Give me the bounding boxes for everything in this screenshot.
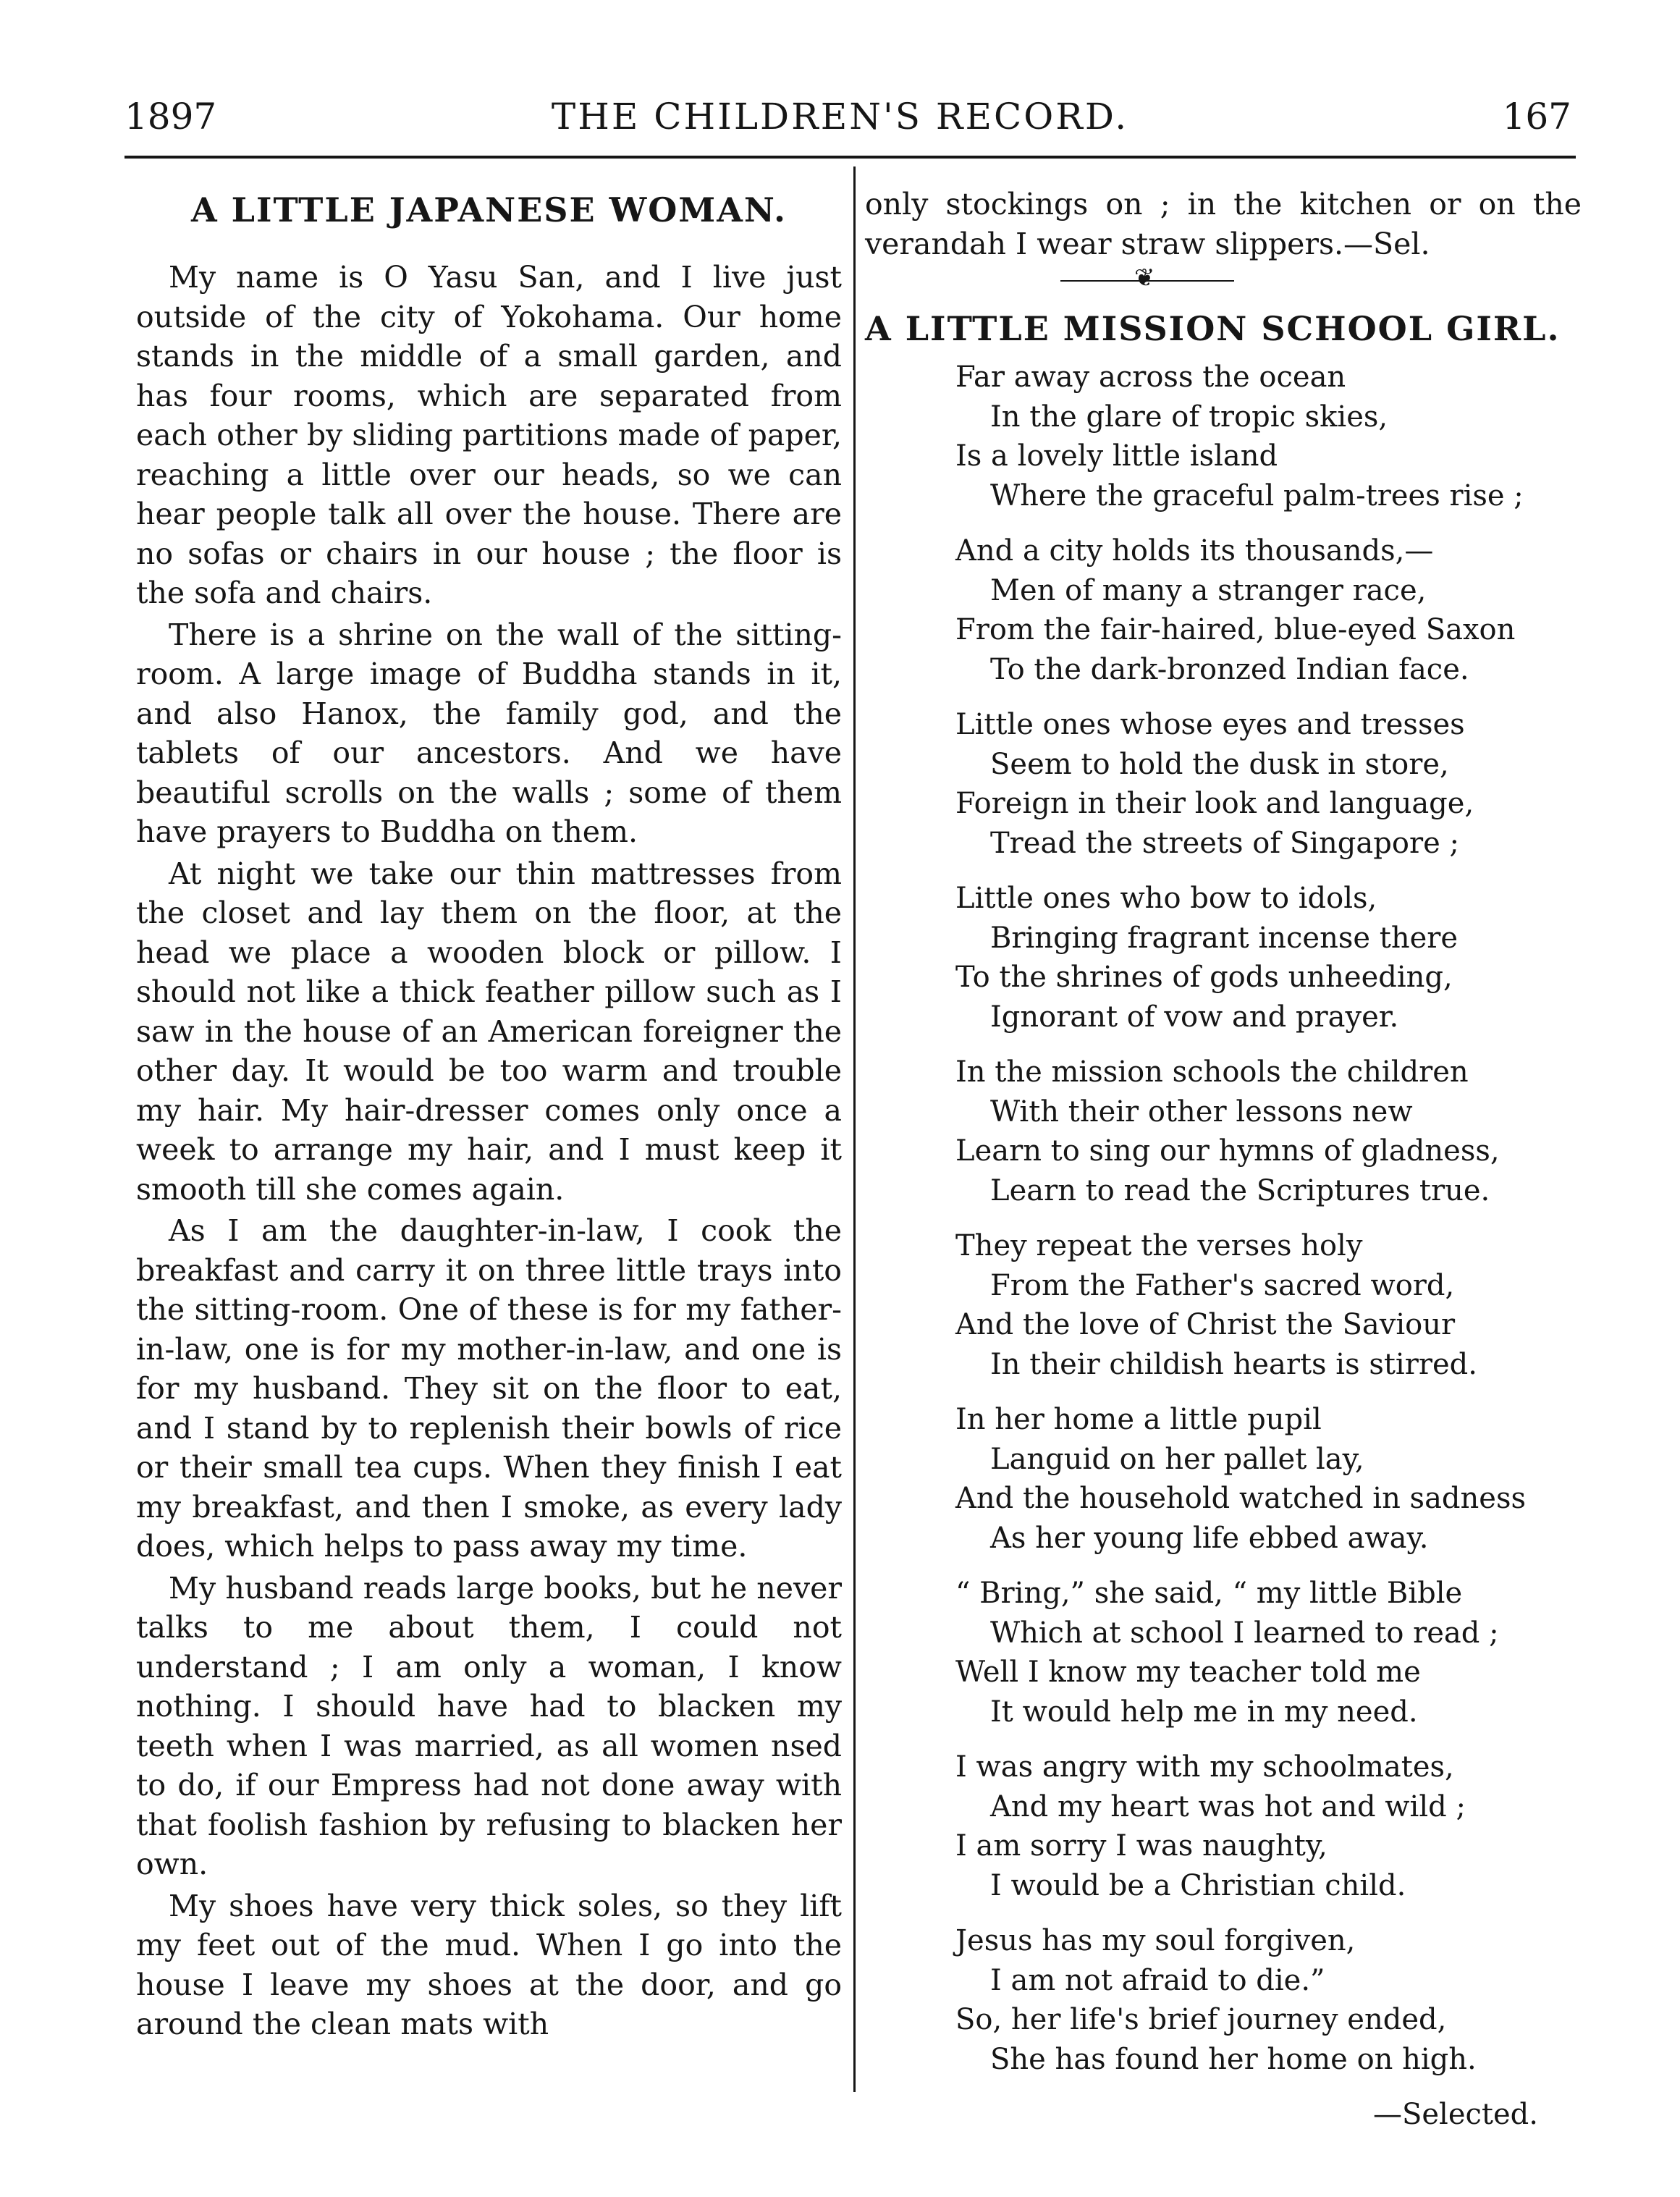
poem-line: Little ones who bow to idols, <box>955 882 1377 915</box>
paragraph: At night we take our thin mattresses from the closet and lay them on the floor, at the head we place a wooden block or pillow. I should not like a thick feather pillow such as I saw in the house of an American foreigner the other day. It would be too warm and trouble my hair. My hair-dresser comes only once a week to arrange my hair, and I must keep it smooth till she comes again. <box>136 856 842 1207</box>
poem-line: In their childish hearts is stirred. <box>990 1347 1477 1381</box>
poem-line: “ Bring,” she said, “ my little Bible <box>955 1577 1463 1610</box>
article-title-mission-school-girl: A LITTLE MISSION SCHOOL GIRL. <box>865 309 1561 348</box>
poem-line: In the glare of tropic skies, <box>990 400 1388 434</box>
header-rule <box>124 156 1576 159</box>
page-number: 167 <box>1502 96 1571 138</box>
journal-title: THE CHILDREN'S RECORD. <box>551 96 1129 138</box>
poem-stanza <box>955 1053 1582 1210</box>
poem-stanza <box>955 1400 1582 1558</box>
poem-stanza <box>955 1226 1582 1384</box>
poem-line: I am sorry I was naughty, <box>955 1829 1327 1863</box>
poem-line: And a city holds its thousands,— <box>955 534 1434 568</box>
poem-line: Learn to read the Scriptures true. <box>990 1173 1490 1207</box>
poem-line: Jesus has my soul forgiven, <box>955 1924 1356 1957</box>
poem-line: Is a lovely little island <box>955 439 1278 473</box>
poem <box>955 358 1582 2079</box>
poem-line: And my heart was hot and wild ; <box>990 1789 1466 1823</box>
poem-line: Learn to sing our hymns of gladness, <box>955 1134 1500 1168</box>
poem-stanza <box>955 1747 1582 1905</box>
poem-line: Ignorant of vow and prayer. <box>990 1000 1399 1034</box>
poem-line: Tread the streets of Singapore ; <box>990 826 1459 860</box>
paragraph: There is a shrine on the wall of the sitting-room. A large image of Buddha stands in it, and also Hanox, the family god, and the tablets of our ancestors. And we have beautiful scrolls on the walls ; some of them have prayers to Buddha on them. <box>136 617 842 849</box>
column-divider <box>853 166 856 2092</box>
poem-line: To the shrines of gods unheeding, <box>955 961 1453 994</box>
poem-line: Foreign in their look and language, <box>955 787 1474 820</box>
poem-line: And the love of Christ the Saviour <box>955 1308 1456 1341</box>
paragraph: My name is O Yasu San, and I live just outside of the city of Yokohama. Our home stands in the middle of a small garden, and has four rooms, which are separated from each other by sliding partitions made of paper, reaching a little over our heads, so we can hear people talk all over the house. There are no sofas or chairs in our house ; the floor is the sofa and chairs. <box>136 260 842 610</box>
fleuron-icon: ❦ <box>1134 263 1155 292</box>
paragraph: My husband reads large books, but he never talks to me about them, I could not understand ; I am only a woman, I know nothing. I should have had to blacken my teeth when I was married, as all women nsed to do, if our Empress had not done away with that foolish fashion by refusing to blacken her own. <box>136 1570 842 1881</box>
paragraph: My shoes have very thick soles, so they lift my feet out of the mud. When I go into the house I leave my shoes at the door, and go around the clean mats with <box>136 1888 842 2041</box>
poem-line: Men of many a stranger race, <box>990 573 1427 607</box>
poem-line: As her young life ebbed away. <box>990 1521 1429 1555</box>
poem-stanza <box>955 1921 1582 2079</box>
poem-line: From the fair-haired, blue-eyed Saxon <box>955 613 1516 646</box>
poem-line: And the household watched in sadness <box>955 1482 1527 1515</box>
poem-stanza <box>955 531 1582 689</box>
poem-line: Far away across the ocean <box>955 360 1346 394</box>
poem-line: Well I know my teacher told me <box>955 1656 1421 1689</box>
poem-line: Little ones whose eyes and tresses <box>955 708 1465 741</box>
paragraph: As I am the daughter-in-law, I cook the breakfast and carry it on three little trays into the sitting-room. One of these is for my father-in-law, one is for my mother-in-law, and one is for my husband. They sit on the floor to eat, and I stand by to replenish their bowls of rice or their small tea cups. When they finish I eat my breakfast, and then I smoke, as every lady does, which helps to pass away my time. <box>136 1213 842 1564</box>
section-ornament <box>865 263 1582 292</box>
poem-stanza <box>955 1574 1582 1732</box>
poem-line: In her home a little pupil <box>955 1403 1322 1436</box>
poem-line: Seem to hold the dusk in store, <box>990 747 1449 781</box>
poem-line: Languid on her pallet lay, <box>990 1442 1364 1476</box>
poem-stanza <box>955 358 1582 515</box>
poem-line: Which at school I learned to read ; <box>990 1616 1499 1650</box>
article-title-japanese-woman: A LITTLE JAPANESE WOMAN. <box>190 190 788 229</box>
poem-stanza <box>955 879 1582 1037</box>
poem-stanza <box>955 705 1582 863</box>
poem-line: To the dark-bronzed Indian face. <box>990 652 1469 686</box>
poem-line: She has found her home on high. <box>990 2042 1477 2076</box>
page-header <box>0 96 1680 146</box>
header-year: 1897 <box>124 96 217 138</box>
poem-line: I would be a Christian child. <box>990 1868 1406 1902</box>
poem-line: I was angry with my schoolmates, <box>955 1750 1454 1784</box>
poem-line: With their other lessons new <box>990 1095 1413 1129</box>
poem-line: I am not afraid to die.” <box>990 1963 1325 1997</box>
poem-line: They repeat the verses holy <box>955 1229 1363 1262</box>
article-continuation: only stockings on ; in the kitchen or on the verandah I wear straw slippers.—Sel. <box>865 187 1582 261</box>
poem-line: It would help me in my need. <box>990 1695 1418 1729</box>
poem-line: Bringing fragrant incense there <box>990 921 1459 955</box>
poem-line: So, her life's brief journey ended, <box>955 2003 1447 2036</box>
left-column <box>136 188 842 2046</box>
poem-line: In the mission schools the children <box>955 1055 1469 1089</box>
poem-line: From the Father's sacred word, <box>990 1268 1455 1302</box>
poem-line: Where the graceful palm-trees rise ; <box>990 478 1524 513</box>
poem-attribution: —Selected. <box>1372 2098 1538 2131</box>
right-column <box>865 185 1582 2135</box>
